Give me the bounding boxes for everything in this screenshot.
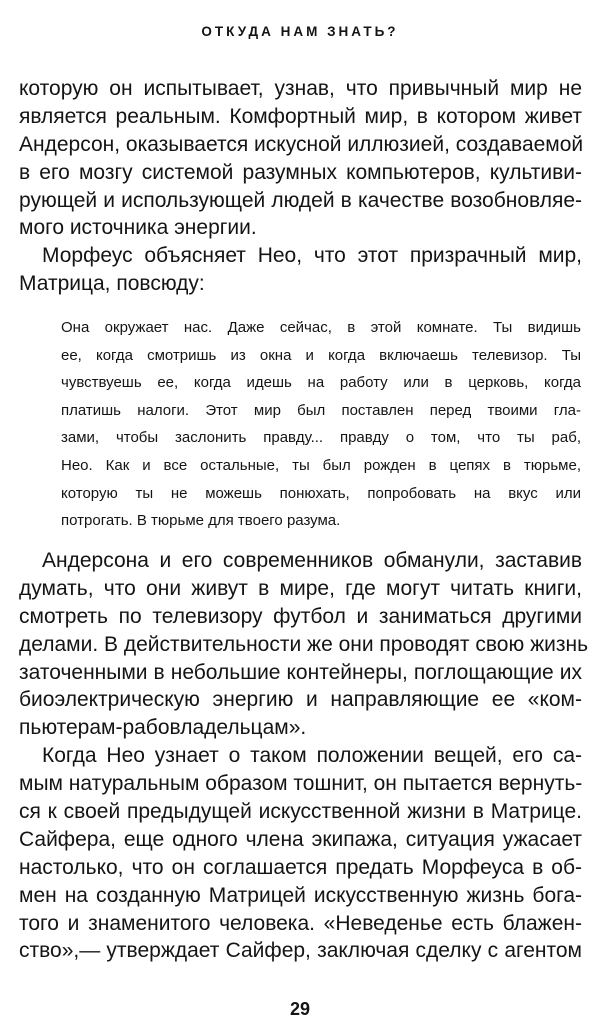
quote-line: Она окружает нас. Даже сейчас, в этой комнате. Ты видишь	[61, 319, 581, 336]
text-line: мого источника энергии.	[19, 216, 257, 240]
body-text-block-1	[19, 75, 582, 298]
quote-line: ее, когда смотришь из окна и когда включаешь телевизор. Ты	[61, 346, 581, 364]
text-line: Морфеус объясняет Нео, что этот призрачный мир,	[42, 244, 582, 268]
body-text-block-2	[19, 547, 589, 965]
quote-line: чувствуешь ее, когда идешь на работу или в церковь, когда	[61, 374, 581, 392]
text-line: Андерсона и его современников обманули, заставив	[42, 549, 582, 572]
text-line: ся к своей предыдущей искусственной жизни в Матрице.	[19, 800, 582, 824]
text-line: думать, что они живут в мире, где могут читать книги,	[19, 576, 582, 600]
quote-line: зами, чтобы заслонить правду... правду о том, что ты раб,	[61, 429, 581, 447]
text-line: Когда Нео узнает о таком положении вещей, его са-	[42, 744, 582, 768]
text-line: Сайфера, еще одного члена экипажа, ситуация ужасает	[19, 827, 582, 851]
text-line: ство»,— утверждает Сайфер, заключая сделку с агентом	[19, 939, 582, 963]
text-line: пьютерам-рабовладельцам».	[19, 716, 307, 740]
text-line: мен на созданную Матрицей искусственную жизнь бога-	[19, 883, 582, 907]
text-line: рующей и использующей людей в качестве возобновляе-	[19, 188, 582, 212]
text-line: настолько, что он соглашается предать Морфеуса в об-	[19, 855, 582, 879]
text-line: Андерсон, оказывается искусной иллюзией, создаваемой	[19, 132, 584, 156]
text-line: заточенными в небольшие контейнеры, поглощающие их	[19, 660, 582, 684]
text-line: Матрица, повсюду:	[19, 272, 205, 296]
text-line: биоэлектрическую энергию и направляющие ее «ком-	[19, 688, 582, 712]
text-line: является реальным. Комфортный мир, в котором живет	[19, 104, 582, 128]
running-head: ОТКУДА НАМ ЗНАТЬ?	[201, 24, 399, 39]
quote-line: которую ты не можешь понюхать, попробовать на вкус или	[61, 484, 581, 502]
text-line: в его мозгу системой разумных компьютеров, культиви-	[19, 160, 582, 184]
text-line: того и знаменитого человека. «Неведенье есть блажен-	[19, 911, 582, 935]
text-line: делами. В действительности же они проводят свою жизнь	[19, 632, 589, 656]
text-line: мым натуральным образом тошнит, он пытается вернуть-	[19, 772, 583, 796]
text-line: которую он испытывает, узнав, что привычный мир не	[19, 77, 582, 100]
quote-line: платишь налоги. Этот мир был поставлен перед твоими гла-	[61, 401, 581, 419]
text-line: смотреть по телевизору футбол и заниматься другими	[19, 604, 582, 628]
block-quote	[61, 314, 581, 535]
quote-line: Нео. Как и все остальные, ты был рожден в цепях в тюрьме,	[61, 456, 581, 474]
page-number: 29	[289, 999, 311, 1019]
quote-line: потрогать. В тюрьме для твоего разума.	[61, 512, 341, 530]
